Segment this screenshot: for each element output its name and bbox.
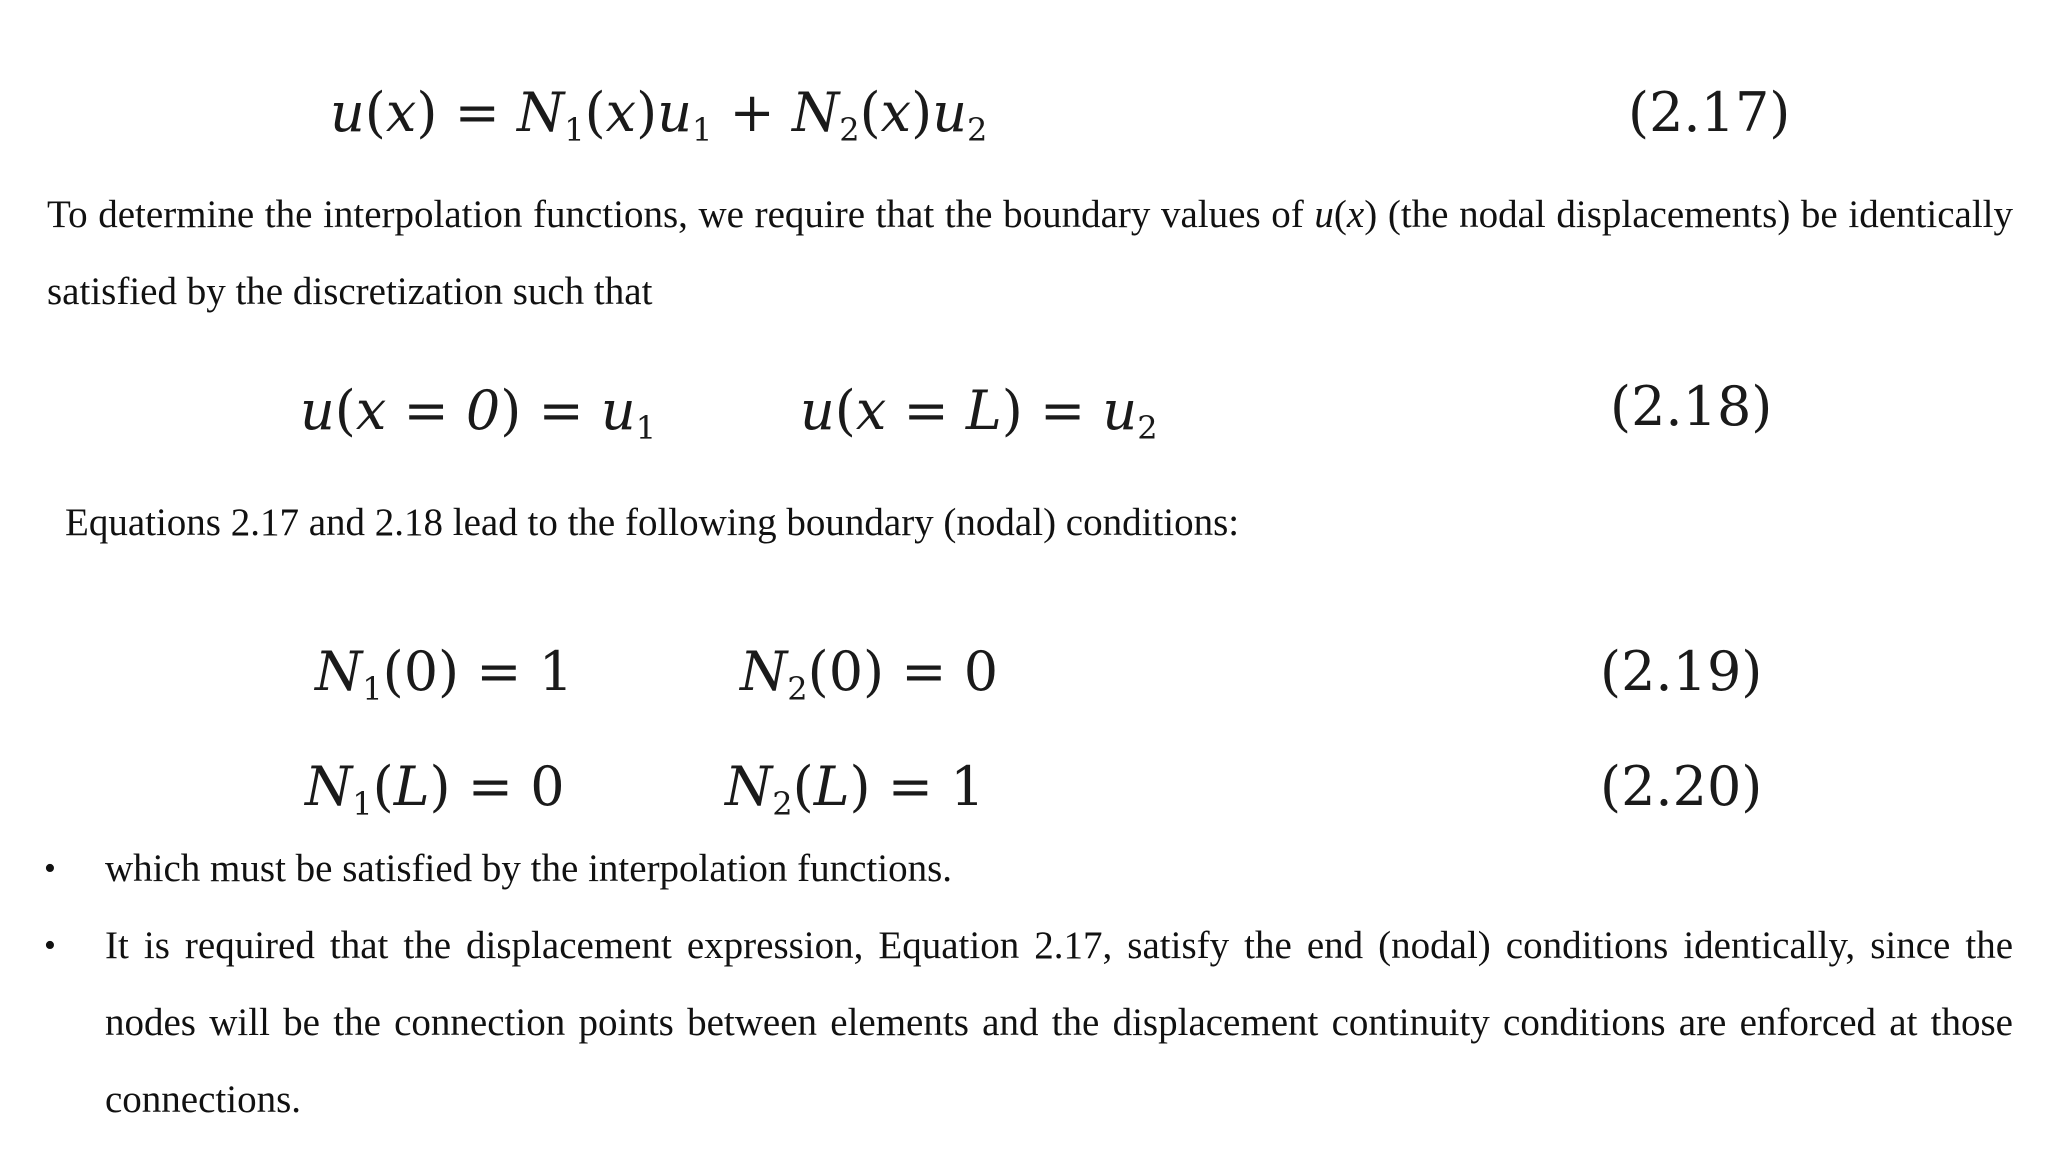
equation-2-18: $u(x = 0) = u_1$ $u(x = L) = u_2$ [300, 379, 1158, 447]
bullet-point-icon: • [44, 927, 56, 964]
bullet-text-displacement-continuity: It is required that the displacement expression, Equation 2.17, satisfy the end (nodal) conditions identically, since the nodes will be the connection points between elements and the displacement continuity conditions are enforced at those connections. [105, 924, 2013, 1121]
paragraph-boundary-conditions-lead: Equations 2.17 and 2.18 lead to the following boundary (nodal) conditions: [65, 501, 1240, 544]
equation-number-2-19: (2.19) [1600, 640, 1763, 703]
equation-number-2-17: (2.17) [1628, 81, 1791, 144]
equation-2-19: $N_1(0) = 1$ $N_2(0) = 0$ [315, 640, 999, 708]
equation-number-2-20: (2.20) [1600, 755, 1763, 818]
bullet-text-interpolation-satisfied: which must be satisfied by the interpolation functions. [105, 847, 953, 890]
bullet-point-icon: • [44, 850, 56, 887]
equation-2-20: $N_1(L) = 0$ $N_2(L) = 1$ [305, 755, 985, 823]
equation-2-17: $u(x) = N_1(x)u_1 + N_2(x)u_2$ [330, 81, 988, 149]
paragraph-interpolation-intro: To determine the interpolation functions, we require that the boundary values of u(x) (the nodal displacements) be identically satisfied by the discretization such that [47, 193, 2013, 313]
equation-number-2-18: (2.18) [1610, 375, 1773, 438]
